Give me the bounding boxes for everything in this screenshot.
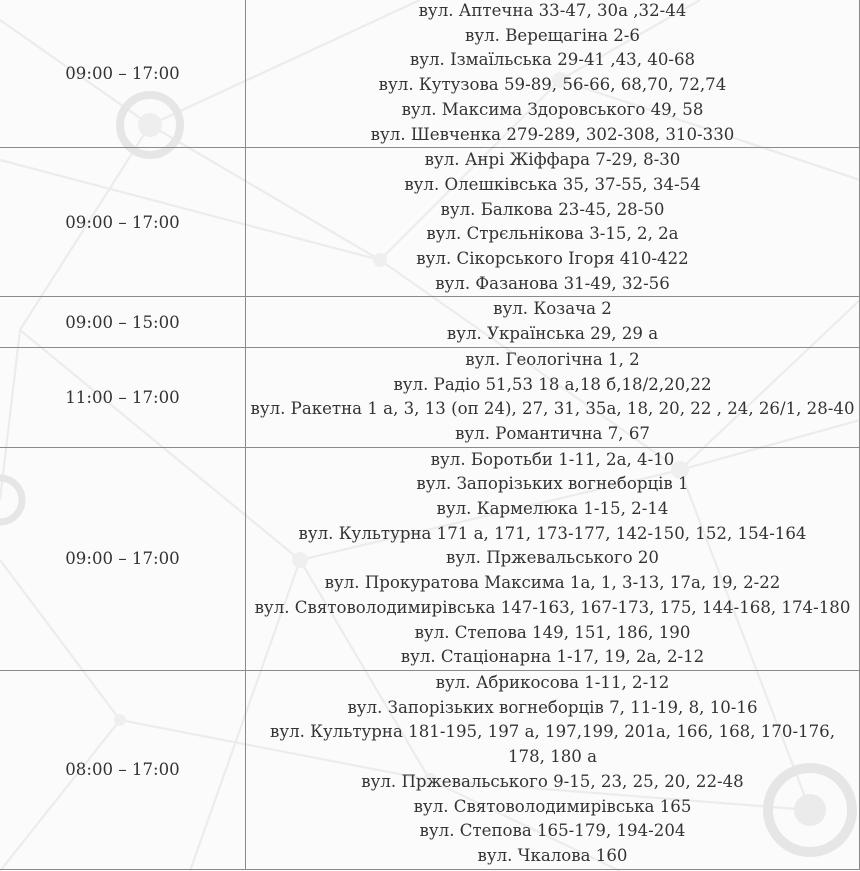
address-line: вул. Максима Здоровського 49, 58	[401, 99, 704, 119]
address-line: вул. Степова 149, 151, 186, 190	[414, 622, 691, 642]
address-cell	[246, 670, 860, 869]
table-row	[0, 347, 860, 447]
address-line: вул. Стаціонарна 1-17, 19, 2а, 2-12	[400, 647, 705, 667]
time-range: 09:00 – 15:00	[65, 312, 180, 332]
address-cell	[246, 347, 860, 447]
address-line: вул. Чкалова 160	[477, 845, 628, 865]
address-line: вул. Шевченка 279-289, 302-308, 310-330	[370, 124, 735, 144]
address-line: вул. Балкова 23-45, 28-50	[440, 199, 665, 219]
address-line: вул. Фазанова 31-49, 32-56	[435, 273, 670, 293]
address-line: вул. Сікорського Ігоря 410-422	[416, 249, 689, 269]
address-line: вул. Прокуратова Максима 1а, 1, 3-13, 17а, 19, 2-22	[324, 573, 781, 593]
time-cell	[0, 347, 246, 447]
address-line: вул. Боротьби 1-11, 2а, 4-10	[430, 449, 675, 469]
address-line: вул. Аптечна 33-47, 30а ,32-44	[418, 1, 687, 20]
address-cell	[246, 447, 860, 670]
time-cell	[0, 0, 246, 148]
address-line: вул. Верещагіна 2-6	[465, 25, 640, 45]
address-line: вул. Українська 29, 29 а	[446, 324, 659, 344]
address-line: вул. Культурна 181-195, 197 а, 197,199, 201а, 166, 168, 170-176, 178, 180 а	[269, 722, 835, 767]
address-line: вул. Кармелюка 1-15, 2-14	[436, 499, 669, 519]
table-row	[0, 670, 860, 869]
address-line: вул. Абрикосова 1-11, 2-12	[435, 672, 670, 692]
time-cell	[0, 297, 246, 347]
address-line: вул. Запорізьких вогнеборців 1	[416, 474, 689, 494]
address-line: вул. Геологічна 1, 2	[465, 349, 640, 369]
address-line: вул. Святоволодимирівська 147-163, 167-173, 175, 144-168, 174-180	[254, 597, 851, 617]
address-line: вул. Пржевальського 9-15, 23, 25, 20, 22-48	[361, 771, 744, 791]
time-range: 09:00 – 17:00	[65, 212, 180, 232]
time-range: 09:00 – 17:00	[65, 549, 180, 569]
address-line: вул. Олешківська 35, 37-55, 34-54	[404, 174, 701, 194]
table-row	[0, 0, 860, 148]
table-row	[0, 447, 860, 670]
address-line: вул. Запорізьких вогнеборців 7, 11-19, 8, 10-16	[347, 697, 758, 717]
address-line: вул. Ракетна 1 а, 3, 13 (оп 24), 27, 31, 35а, 18, 20, 22 , 24, 26/1, 28-40	[250, 399, 855, 419]
address-cell	[246, 297, 860, 347]
address-line: вул. Кутузова 59-89, 56-66, 68,70, 72,74	[378, 75, 727, 95]
address-line: вул. Степова 165-179, 194-204	[419, 821, 686, 841]
address-cell	[246, 0, 860, 148]
address-line: вул. Анрі Жіффара 7-29, 8-30	[424, 150, 681, 170]
time-range: 09:00 – 17:00	[65, 63, 180, 83]
time-cell	[0, 670, 246, 869]
address-line: вул. Козача 2	[493, 299, 612, 319]
address-line: вул. Романтична 7, 67	[455, 423, 650, 443]
address-line: вул. Радіо 51,53 18 а,18 б,18/2,20,22	[393, 374, 712, 394]
address-line: вул. Святоволодимирівська 165	[413, 796, 692, 816]
time-range: 11:00 – 17:00	[65, 387, 180, 407]
time-cell	[0, 148, 246, 297]
address-line: вул. Культурна 171 а, 171, 173-177, 142-150, 152, 154-164	[298, 523, 807, 543]
address-cell	[246, 148, 860, 297]
address-line: вул. Пржевальського 20	[446, 548, 659, 568]
table-row	[0, 148, 860, 297]
time-range: 08:00 – 17:00	[65, 760, 180, 780]
time-cell	[0, 447, 246, 670]
address-line: вул. Стрєльнікова 3-15, 2, 2а	[426, 224, 679, 244]
address-line: вул. Ізмаїльська 29-41 ,43, 40-68	[409, 50, 696, 70]
table-row	[0, 297, 860, 347]
